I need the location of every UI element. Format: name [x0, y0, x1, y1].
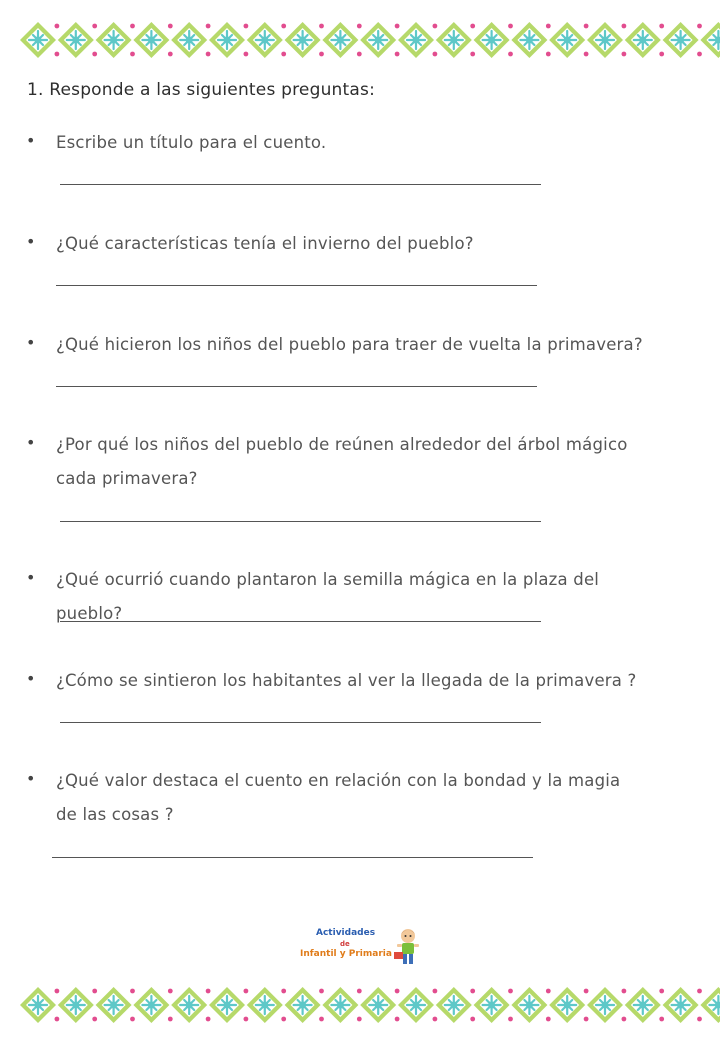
answer-line[interactable]: [56, 285, 537, 286]
question-text: ¿Qué ocurrió cuando plantaron la semilla mágica en la plaza del pueblo?: [56, 570, 600, 623]
diamond-motif: [474, 987, 510, 1023]
question-text: ¿Por qué los niños del pueblo de reúnen alrededor del árbol mágico cada primavera?: [56, 435, 628, 488]
pink-dot: [584, 52, 589, 57]
pink-dot: [206, 52, 211, 57]
pink-dot: [92, 52, 97, 57]
diamond-motif: [474, 22, 510, 58]
pink-dot: [168, 989, 173, 994]
diamond-motif: [549, 987, 585, 1023]
pink-dot: [697, 1017, 702, 1022]
diamond-motif: [436, 22, 472, 58]
logo-line-1: Actividades: [316, 928, 376, 938]
diamond-motif: [511, 987, 547, 1023]
diamond-motif: [663, 987, 699, 1023]
pink-dot: [357, 1017, 362, 1022]
diamond-motif: [322, 22, 358, 58]
pink-dot: [319, 24, 324, 29]
pink-dot: [92, 1017, 97, 1022]
diamond-motif: [625, 987, 661, 1023]
pink-dot: [55, 989, 60, 994]
diamond-motif: [133, 987, 169, 1023]
pink-dot: [395, 1017, 400, 1022]
diamond-motif: [511, 22, 547, 58]
decorative-border-bottom: [0, 975, 720, 1035]
pink-dot: [168, 1017, 173, 1022]
diamond-motif: [360, 987, 396, 1023]
exercise-heading: 1. Responde a las siguientes preguntas:: [27, 80, 375, 100]
pink-dot: [433, 24, 438, 29]
pink-dot: [130, 989, 135, 994]
diamond-motif: [436, 987, 472, 1023]
diamond-motif: [20, 987, 56, 1023]
pink-dot: [659, 24, 664, 29]
pink-dot: [470, 52, 475, 57]
pink-dot: [470, 989, 475, 994]
diamond-motif: [133, 22, 169, 58]
diamond-pattern-top: [0, 10, 720, 70]
pink-dot: [130, 24, 135, 29]
pink-dot: [697, 52, 702, 57]
pink-dot: [659, 989, 664, 994]
pink-dot: [546, 52, 551, 57]
pink-dot: [584, 1017, 589, 1022]
diamond-motif: [58, 22, 94, 58]
pink-dot: [697, 24, 702, 29]
diamond-motif: [96, 22, 132, 58]
bullet: •: [26, 232, 36, 251]
pink-dot: [357, 52, 362, 57]
pink-dot: [130, 52, 135, 57]
pink-dot: [281, 1017, 286, 1022]
pink-dot: [508, 1017, 513, 1022]
pink-dot: [659, 1017, 664, 1022]
diamond-motif: [171, 987, 207, 1023]
logo-line-2: de: [340, 940, 350, 948]
bullet: •: [26, 669, 36, 688]
diamond-motif: [398, 22, 434, 58]
question-text: ¿Qué características tenía el invierno del pueblo?: [56, 234, 474, 253]
pink-dot: [584, 989, 589, 994]
diamond-motif: [247, 22, 283, 58]
question-text: Escribe un título para el cuento.: [56, 133, 327, 152]
pink-dot: [92, 24, 97, 29]
pink-dot: [546, 24, 551, 29]
pink-dot: [508, 52, 513, 57]
pink-dot: [55, 24, 60, 29]
pink-dot: [622, 24, 627, 29]
pink-dot: [206, 1017, 211, 1022]
decorative-border-top: [0, 10, 720, 70]
diamond-motif: [587, 22, 623, 58]
answer-line[interactable]: [56, 386, 537, 387]
pink-dot: [508, 24, 513, 29]
bullet: •: [26, 131, 36, 150]
bullet: •: [26, 568, 36, 587]
pink-dot: [206, 24, 211, 29]
pink-dot: [244, 52, 249, 57]
diamond-motif: [209, 22, 245, 58]
diamond-motif: [625, 22, 661, 58]
pink-dot: [470, 1017, 475, 1022]
diamond-motif: [247, 987, 283, 1023]
pink-dot: [168, 24, 173, 29]
diamond-motif: [549, 22, 585, 58]
pink-dot: [281, 24, 286, 29]
diamond-pattern-bottom: [0, 975, 720, 1035]
pink-dot: [281, 52, 286, 57]
answer-line[interactable]: [60, 521, 541, 522]
diamond-motif: [285, 22, 321, 58]
diamond-motif: [171, 22, 207, 58]
pink-dot: [55, 1017, 60, 1022]
pink-dot: [130, 1017, 135, 1022]
diamond-motif: [209, 987, 245, 1023]
pink-dot: [395, 52, 400, 57]
pink-dot: [244, 989, 249, 994]
pink-dot: [433, 989, 438, 994]
answer-line[interactable]: [60, 184, 541, 185]
child-mascot-icon: [392, 926, 424, 966]
question-text: ¿Cómo se sintieron los habitantes al ver la llegada de la primavera ?: [56, 671, 637, 690]
pink-dot: [319, 989, 324, 994]
answer-line[interactable]: [52, 857, 533, 858]
pink-dot: [357, 989, 362, 994]
pink-dot: [206, 989, 211, 994]
diamond-motif: [398, 987, 434, 1023]
pink-dot: [470, 24, 475, 29]
pink-dot: [357, 24, 362, 29]
publisher-logo: [300, 926, 430, 966]
pink-dot: [584, 24, 589, 29]
diamond-motif: [285, 987, 321, 1023]
pink-dot: [697, 989, 702, 994]
diamond-motif: [322, 987, 358, 1023]
pink-dot: [319, 1017, 324, 1022]
pink-dot: [433, 1017, 438, 1022]
pink-dot: [92, 989, 97, 994]
pink-dot: [244, 1017, 249, 1022]
question-text: ¿Qué hicieron los niños del pueblo para traer de vuelta la primavera?: [56, 335, 643, 354]
question-text: ¿Qué valor destaca el cuento en relación con la bondad y la magia de las cosas ?: [56, 771, 621, 824]
diamond-motif: [700, 987, 720, 1023]
pink-dot: [546, 989, 551, 994]
pink-dot: [168, 52, 173, 57]
pink-dot: [319, 52, 324, 57]
pink-dot: [395, 989, 400, 994]
diamond-motif: [587, 987, 623, 1023]
pink-dot: [622, 1017, 627, 1022]
pink-dot: [622, 989, 627, 994]
pink-dot: [622, 52, 627, 57]
pink-dot: [244, 24, 249, 29]
diamond-motif: [360, 22, 396, 58]
bullet: •: [26, 433, 36, 452]
bullet: •: [26, 333, 36, 352]
answer-line[interactable]: [60, 621, 541, 622]
pink-dot: [546, 1017, 551, 1022]
diamond-motif: [58, 987, 94, 1023]
answer-line[interactable]: [60, 722, 541, 723]
diamond-motif: [700, 22, 720, 58]
pink-dot: [55, 52, 60, 57]
logo-line-3: Infantil y Primaria: [300, 949, 392, 959]
diamond-motif: [663, 22, 699, 58]
pink-dot: [433, 52, 438, 57]
pink-dot: [281, 989, 286, 994]
pink-dot: [395, 24, 400, 29]
bullet: •: [26, 769, 36, 788]
pink-dot: [659, 52, 664, 57]
diamond-motif: [20, 22, 56, 58]
pink-dot: [508, 989, 513, 994]
diamond-motif: [96, 987, 132, 1023]
